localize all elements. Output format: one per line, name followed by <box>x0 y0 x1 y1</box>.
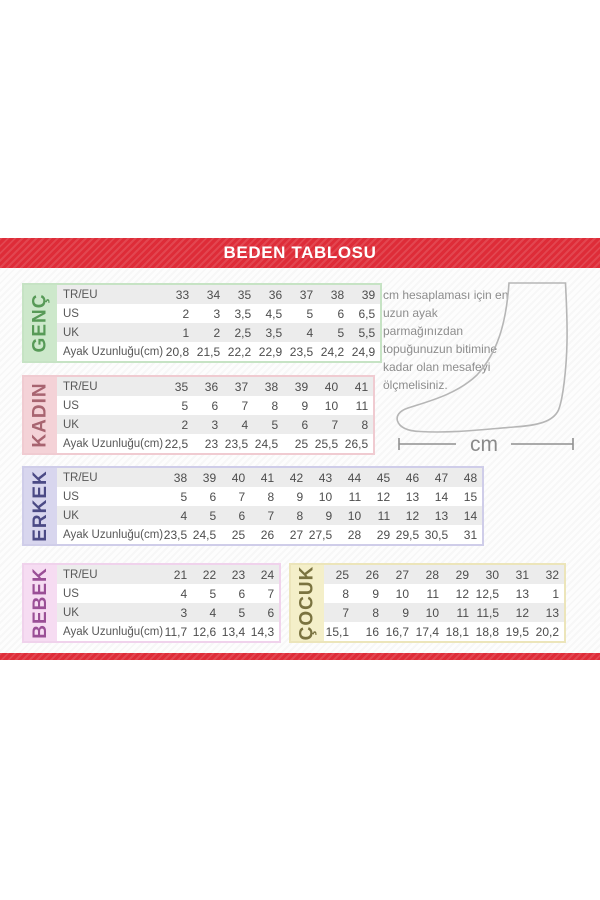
size-value: 18,1 <box>444 622 474 641</box>
table-category-label-erkek <box>24 468 57 544</box>
table-row <box>57 396 373 415</box>
row-label: TR/EU <box>57 377 163 396</box>
size-value: 21 <box>163 565 192 584</box>
table-row <box>57 565 279 584</box>
size-value: 24,5 <box>253 434 283 453</box>
table-row <box>57 342 380 361</box>
size-grid <box>57 565 279 641</box>
table-row <box>57 603 279 622</box>
size-value: 15 <box>453 487 482 506</box>
size-value: 37 <box>223 377 253 396</box>
size-value: 22,9 <box>256 342 287 361</box>
size-value: 7 <box>313 415 343 434</box>
size-value: 27,5 <box>308 525 337 544</box>
size-value: 14,3 <box>250 622 279 641</box>
table-row <box>57 468 482 487</box>
size-value: 4 <box>163 584 192 603</box>
size-value: 29,5 <box>395 525 424 544</box>
size-value: 16,7 <box>384 622 414 641</box>
row-label: UK <box>57 415 163 434</box>
size-value: 23 <box>221 565 250 584</box>
size-value: 14 <box>453 506 482 525</box>
row-label: US <box>57 584 163 603</box>
row-label: TR/EU <box>57 285 163 304</box>
size-value: 31 <box>453 525 482 544</box>
size-value: 30,5 <box>424 525 453 544</box>
size-value: 2 <box>163 304 194 323</box>
table-category-text: KADIN <box>29 382 51 448</box>
size-value: 45 <box>366 468 395 487</box>
size-value: 24 <box>250 565 279 584</box>
table-row <box>57 304 380 323</box>
size-value: 17,4 <box>414 622 444 641</box>
table-category-label-bebek <box>24 565 57 641</box>
size-value: 24,5 <box>192 525 221 544</box>
size-value: 33 <box>163 285 194 304</box>
size-grid <box>324 565 564 641</box>
size-value: 11,7 <box>163 622 192 641</box>
size-value: 9 <box>384 603 414 622</box>
table-row <box>324 584 564 603</box>
size-value: 25 <box>324 565 354 584</box>
size-value: 12 <box>366 487 395 506</box>
size-value: 6 <box>318 304 349 323</box>
size-value: 36 <box>193 377 223 396</box>
size-value: 38 <box>318 285 349 304</box>
cm-unit-label: cm <box>470 433 498 454</box>
title-banner <box>0 238 600 268</box>
size-value: 28 <box>337 525 366 544</box>
size-value: 23,5 <box>287 342 318 361</box>
size-value: 35 <box>225 285 256 304</box>
size-value: 10 <box>313 396 343 415</box>
table-row <box>57 506 482 525</box>
row-label: UK <box>57 603 163 622</box>
size-value: 12 <box>504 603 534 622</box>
table-category-text: GENÇ <box>29 293 51 353</box>
size-value: 25 <box>221 525 250 544</box>
size-value: 21,5 <box>194 342 225 361</box>
size-value: 32 <box>534 565 564 584</box>
size-value: 10 <box>414 603 444 622</box>
table-row <box>57 525 482 544</box>
size-value: 22,5 <box>163 434 193 453</box>
row-label: US <box>57 304 163 323</box>
table-row <box>57 377 373 396</box>
size-value: 1 <box>534 584 564 603</box>
size-value: 18,8 <box>474 622 504 641</box>
row-label: UK <box>57 506 163 525</box>
size-value: 23 <box>193 434 223 453</box>
size-value: 10 <box>384 584 414 603</box>
table-category-text: ÇOCUK <box>296 565 318 641</box>
size-value: 4,5 <box>256 304 287 323</box>
size-value: 27 <box>279 525 308 544</box>
row-label: Ayak Uzunluğu(cm) <box>57 525 163 544</box>
size-value: 7 <box>250 584 279 603</box>
size-value: 41 <box>250 468 279 487</box>
size-value: 3 <box>163 603 192 622</box>
size-value: 5 <box>163 487 192 506</box>
row-label: TR/EU <box>57 565 163 584</box>
size-table-cocuk <box>289 563 566 643</box>
table-row <box>57 285 380 304</box>
size-value: 4 <box>223 415 253 434</box>
size-value: 13,4 <box>221 622 250 641</box>
size-value: 10 <box>308 487 337 506</box>
size-value: 20,2 <box>534 622 564 641</box>
size-value: 46 <box>395 468 424 487</box>
size-value: 11 <box>414 584 444 603</box>
size-value: 40 <box>221 468 250 487</box>
size-value: 6 <box>283 415 313 434</box>
size-value: 8 <box>253 396 283 415</box>
size-value: 9 <box>279 487 308 506</box>
size-value: 5 <box>287 304 318 323</box>
row-label: TR/EU <box>57 468 163 487</box>
size-value: 16 <box>354 622 384 641</box>
size-value: 7 <box>250 506 279 525</box>
size-value: 13 <box>504 584 534 603</box>
size-value: 14 <box>424 487 453 506</box>
size-value: 31 <box>504 565 534 584</box>
size-value: 3 <box>194 304 225 323</box>
size-table-genc <box>22 283 382 363</box>
size-value: 24,9 <box>349 342 380 361</box>
size-value: 26 <box>250 525 279 544</box>
row-label: US <box>57 487 163 506</box>
foot-diagram <box>392 280 584 454</box>
size-value: 2 <box>194 323 225 342</box>
foot-outline-illustration <box>397 283 567 432</box>
size-value: 40 <box>313 377 343 396</box>
size-value: 7 <box>324 603 354 622</box>
size-value: 5 <box>253 415 283 434</box>
size-value: 8 <box>279 506 308 525</box>
size-value: 35 <box>163 377 193 396</box>
size-value: 44 <box>337 468 366 487</box>
size-value: 37 <box>287 285 318 304</box>
size-value: 4 <box>192 603 221 622</box>
size-value: 7 <box>221 487 250 506</box>
size-value: 1 <box>163 323 194 342</box>
size-value: 4 <box>287 323 318 342</box>
size-value: 6 <box>221 506 250 525</box>
size-value: 26 <box>354 565 384 584</box>
size-value: 25,5 <box>313 434 343 453</box>
bottom-red-strip <box>0 653 600 660</box>
size-value: 6 <box>250 603 279 622</box>
size-value: 24,2 <box>318 342 349 361</box>
size-value: 29 <box>366 525 395 544</box>
size-table-bebek <box>22 563 281 643</box>
table-category-text: BEBEK <box>29 567 51 639</box>
size-value: 11 <box>444 603 474 622</box>
page-title: BEDEN TABLOSU <box>223 243 377 262</box>
measurement-note: cm hesaplaması için en uzun ayak parmağınızdan topuğunuzun bitimine kadar olan mesafeyi ölçmelisiniz. <box>383 288 509 392</box>
size-value: 36 <box>256 285 287 304</box>
size-value: 22,2 <box>225 342 256 361</box>
size-value: 38 <box>163 468 192 487</box>
size-value: 6 <box>221 584 250 603</box>
size-value: 13 <box>395 487 424 506</box>
size-value: 8 <box>343 415 373 434</box>
size-value: 8 <box>354 603 384 622</box>
size-value: 8 <box>250 487 279 506</box>
size-value: 13 <box>534 603 564 622</box>
size-table-erkek <box>22 466 484 546</box>
table-row <box>57 584 279 603</box>
size-value: 15,1 <box>324 622 354 641</box>
table-row <box>57 323 380 342</box>
size-value: 11 <box>366 506 395 525</box>
size-value: 11 <box>343 396 373 415</box>
size-value: 26,5 <box>343 434 373 453</box>
size-value: 3 <box>193 415 223 434</box>
size-value: 6 <box>193 396 223 415</box>
size-value: 6 <box>192 487 221 506</box>
size-value: 39 <box>283 377 313 396</box>
size-value: 3,5 <box>225 304 256 323</box>
size-value: 5 <box>221 603 250 622</box>
size-grid <box>57 285 380 361</box>
size-value: 5 <box>163 396 193 415</box>
table-category-text: ERKEK <box>29 470 51 542</box>
size-value: 9 <box>283 396 313 415</box>
table-row <box>324 565 564 584</box>
table-row <box>57 622 279 641</box>
table-category-label-cocuk <box>291 565 324 641</box>
size-value: 13 <box>424 506 453 525</box>
size-value: 11 <box>337 487 366 506</box>
size-value: 19,5 <box>504 622 534 641</box>
foot-diagram-svg <box>392 280 584 454</box>
size-value: 2,5 <box>225 323 256 342</box>
size-value: 5 <box>192 584 221 603</box>
size-value: 39 <box>349 285 380 304</box>
table-row <box>324 622 564 641</box>
row-label: Ayak Uzunluğu(cm) <box>57 434 163 453</box>
size-value: 48 <box>453 468 482 487</box>
size-value: 3,5 <box>256 323 287 342</box>
size-value: 27 <box>384 565 414 584</box>
size-value: 12 <box>395 506 424 525</box>
size-value: 42 <box>279 468 308 487</box>
size-value: 38 <box>253 377 283 396</box>
size-table-kadin <box>22 375 375 455</box>
size-value: 10 <box>337 506 366 525</box>
size-value: 34 <box>194 285 225 304</box>
row-label: Ayak Uzunluğu(cm) <box>57 622 163 641</box>
size-value: 9 <box>308 506 337 525</box>
size-grid <box>57 468 482 544</box>
table-row <box>57 415 373 434</box>
size-value: 9 <box>354 584 384 603</box>
table-row <box>57 434 373 453</box>
row-label: US <box>57 396 163 415</box>
size-value: 41 <box>343 377 373 396</box>
size-value: 8 <box>324 584 354 603</box>
size-value: 6,5 <box>349 304 380 323</box>
size-value: 5 <box>192 506 221 525</box>
size-value: 43 <box>308 468 337 487</box>
table-category-label-genc <box>24 285 57 361</box>
size-value: 5,5 <box>349 323 380 342</box>
size-value: 22 <box>192 565 221 584</box>
size-value: 20,8 <box>163 342 194 361</box>
row-label: Ayak Uzunluğu(cm) <box>57 342 163 361</box>
size-value: 12 <box>444 584 474 603</box>
size-value: 7 <box>223 396 253 415</box>
size-value: 12,6 <box>192 622 221 641</box>
size-value: 5 <box>318 323 349 342</box>
size-grid <box>57 377 373 453</box>
size-value: 30 <box>474 565 504 584</box>
table-row <box>324 603 564 622</box>
size-value: 25 <box>283 434 313 453</box>
size-value: 4 <box>163 506 192 525</box>
size-value: 11,5 <box>474 603 504 622</box>
size-value: 28 <box>414 565 444 584</box>
table-row <box>57 487 482 506</box>
size-value: 23,5 <box>223 434 253 453</box>
table-category-label-kadin <box>24 377 57 453</box>
size-value: 39 <box>192 468 221 487</box>
size-value: 29 <box>444 565 474 584</box>
size-value: 2 <box>163 415 193 434</box>
row-label: UK <box>57 323 163 342</box>
size-value: 47 <box>424 468 453 487</box>
size-value: 23,5 <box>163 525 192 544</box>
size-value: 12,5 <box>474 584 504 603</box>
